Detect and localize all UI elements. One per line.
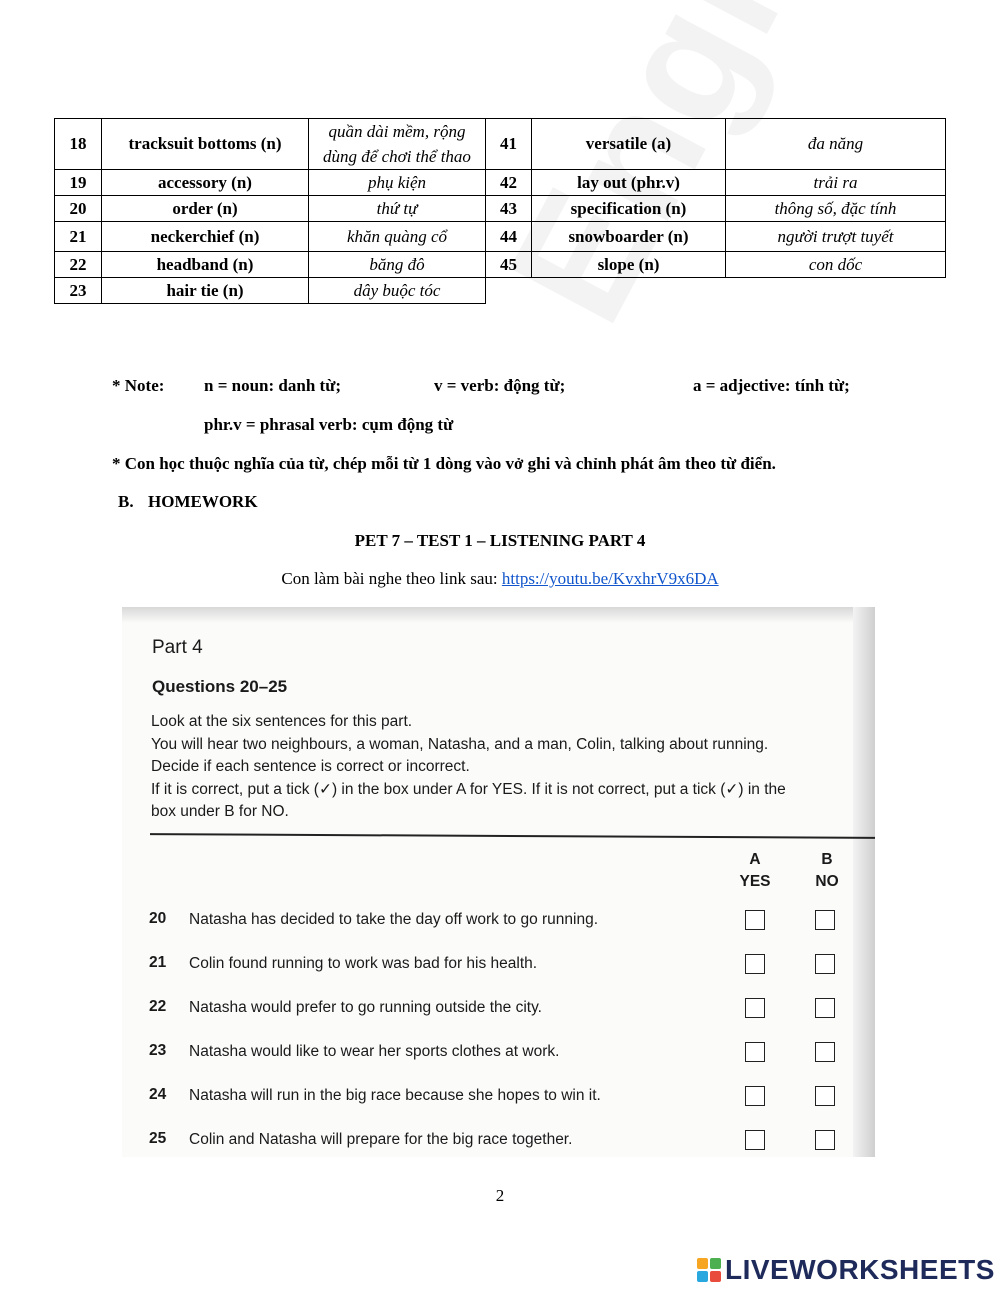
- no-checkbox[interactable]: [815, 954, 835, 974]
- instruction-line: You will hear two neighbours, a woman, Natasha, and a man, Colin, talking about running.: [151, 735, 769, 753]
- word-meaning: trải ra: [726, 170, 946, 196]
- column-letter: B: [821, 851, 833, 868]
- logo-icon: [697, 1258, 721, 1282]
- column-header-a: [738, 849, 772, 893]
- no-checkbox[interactable]: [815, 1130, 835, 1150]
- word-number: 23: [55, 278, 102, 304]
- instruction-line: box under B for NO.: [151, 803, 289, 820]
- question-row: [149, 1086, 849, 1112]
- page-number: 2: [495, 1186, 505, 1205]
- word: order (n): [102, 196, 309, 222]
- question-number: 22: [149, 998, 167, 1015]
- question-number: 21: [149, 954, 167, 971]
- logo-square: [697, 1258, 708, 1269]
- divider: [150, 833, 875, 839]
- question-text: Natasha will run in the big race because she hopes to win it.: [189, 1087, 601, 1104]
- word: tracksuit bottoms (n): [102, 119, 309, 170]
- question-number: 20: [149, 910, 167, 927]
- section-title: HOMEWORK: [148, 492, 258, 511]
- exercise-scan: [122, 607, 875, 1157]
- word-meaning: thông số, đặc tính: [726, 196, 946, 222]
- word: snowboarder (n): [532, 222, 726, 252]
- logo-square: [697, 1271, 708, 1282]
- instruction-line: Look at the six sentences for this part.: [151, 713, 413, 730]
- word: versatile (a): [532, 119, 726, 170]
- word-number: 20: [55, 196, 102, 222]
- word-number: 43: [486, 196, 532, 222]
- word-number: 42: [486, 170, 532, 196]
- study-instruction: * Con học thuộc nghĩa của từ, chép mỗi từ 1 dòng vào vở ghi và chỉnh phát âm theo từ điển.: [112, 454, 776, 473]
- part-title: Part 4: [152, 637, 203, 658]
- note-adjective: a = adjective: tính từ;: [693, 376, 850, 395]
- no-checkbox[interactable]: [815, 998, 835, 1018]
- question-text: Colin and Natasha will prepare for the big race together.: [189, 1131, 573, 1148]
- word: hair tie (n): [102, 278, 309, 304]
- yes-checkbox[interactable]: [745, 1086, 765, 1106]
- word-meaning: khăn quàng cổ: [309, 222, 486, 252]
- listening-instruction: [0, 569, 1000, 589]
- question-text: Natasha would like to wear her sports clothes at work.: [189, 1043, 560, 1060]
- vocabulary-table: [54, 118, 946, 304]
- table-row: [55, 170, 946, 196]
- word-meaning: đa năng: [726, 119, 946, 170]
- word: lay out (phr.v): [532, 170, 726, 196]
- logo-square: [710, 1258, 721, 1269]
- column-header-b: [810, 849, 844, 893]
- word-number: 21: [55, 222, 102, 252]
- word-meaning: quần dài mềm, rộng dùng để chơi thể thao: [309, 119, 486, 170]
- question-text: Colin found running to work was bad for his health.: [189, 955, 538, 972]
- note-line: [112, 376, 912, 400]
- instruction-line: Decide if each sentence is correct or incorrect.: [151, 758, 470, 775]
- yes-checkbox[interactable]: [745, 998, 765, 1018]
- table-row: [55, 278, 946, 304]
- yes-checkbox[interactable]: [745, 1130, 765, 1150]
- question-number: 23: [149, 1042, 167, 1059]
- yes-checkbox[interactable]: [745, 1042, 765, 1062]
- table-row: [55, 222, 946, 252]
- youtube-link[interactable]: https://youtu.be/KvxhrV9x6DA: [501, 569, 719, 588]
- no-checkbox[interactable]: [815, 910, 835, 930]
- note-verb: v = verb: động từ;: [434, 376, 566, 395]
- question-row: [149, 954, 849, 980]
- word-number: 44: [486, 222, 532, 252]
- logo-square: [710, 1271, 721, 1282]
- word: headband (n): [102, 252, 309, 278]
- word: accessory (n): [102, 170, 309, 196]
- question-text: Natasha has decided to take the day off work to go running.: [189, 911, 599, 928]
- word-meaning: dây buộc tóc: [309, 278, 486, 304]
- note-noun: n = noun: danh từ;: [204, 376, 342, 395]
- word-meaning: băng đô: [309, 252, 486, 278]
- table-row: [55, 196, 946, 222]
- word-number: 45: [486, 252, 532, 278]
- question-row: [149, 1130, 849, 1156]
- word-number: 18: [55, 119, 102, 170]
- exercise-instructions: [151, 711, 871, 824]
- table-row: [55, 119, 946, 170]
- section-heading: [118, 492, 258, 512]
- word-meaning: thứ tự: [309, 196, 486, 222]
- yes-checkbox[interactable]: [745, 954, 765, 974]
- yes-checkbox[interactable]: [745, 910, 765, 930]
- empty-cell: [486, 278, 946, 304]
- word: slope (n): [532, 252, 726, 278]
- column-word: YES: [739, 873, 771, 890]
- question-number: 24: [149, 1086, 167, 1103]
- section-letter: B.: [118, 492, 134, 511]
- questions-heading: Questions 20–25: [152, 677, 288, 696]
- word-meaning: phụ kiện: [309, 170, 486, 196]
- question-text: Natasha would prefer to go running outside the city.: [189, 999, 542, 1016]
- question-row: [149, 910, 849, 936]
- question-row: [149, 998, 849, 1024]
- word-meaning: con dốc: [726, 252, 946, 278]
- logo-wordmark: LIVEWORKSHEETS: [725, 1254, 995, 1285]
- column-word: NO: [815, 873, 839, 890]
- table-row: [55, 252, 946, 278]
- scan-edge-shadow: [853, 607, 875, 1157]
- no-checkbox[interactable]: [815, 1086, 835, 1106]
- word-meaning: người trượt tuyết: [726, 222, 946, 252]
- question-row: [149, 1042, 849, 1068]
- word-number: 22: [55, 252, 102, 278]
- note-phrasal-verb: phr.v = phrasal verb: cụm động từ: [204, 415, 454, 434]
- word: neckerchief (n): [102, 222, 309, 252]
- scan-shadow: [122, 607, 875, 623]
- liveworksheets-logo[interactable]: [697, 1255, 995, 1285]
- word: specification (n): [532, 196, 726, 222]
- word-number: 41: [486, 119, 532, 170]
- instruction-line: If it is correct, put a tick (✓) in the box under A for YES. If it is not correct, put a tick (✓) in the: [151, 780, 786, 798]
- no-checkbox[interactable]: [815, 1042, 835, 1062]
- word-number: 19: [55, 170, 102, 196]
- question-number: 25: [149, 1130, 167, 1147]
- test-title: PET 7 – TEST 1 – LISTENING PART 4: [354, 531, 646, 550]
- note-label: * Note:: [112, 376, 165, 395]
- listening-text: Con làm bài nghe theo link sau:: [281, 569, 502, 588]
- column-letter: A: [749, 851, 761, 868]
